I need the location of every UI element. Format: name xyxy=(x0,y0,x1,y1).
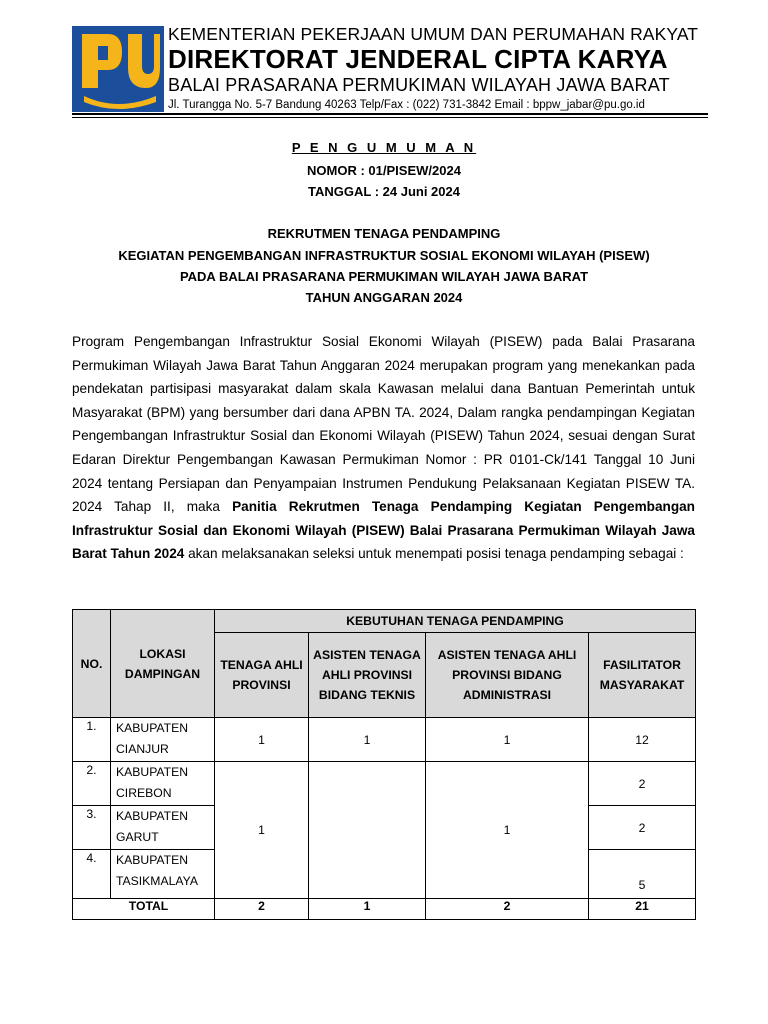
table-row xyxy=(73,762,696,806)
letterhead-rule-thin xyxy=(72,117,708,118)
header-group: KEBUTUHAN TENAGA PENDAMPING xyxy=(215,610,696,633)
total-asisten-teknis: 1 xyxy=(309,899,426,920)
header-asisten-teknis: ASISTEN TENAGA AHLI PROVINSI BIDANG TEKNIS xyxy=(309,633,426,718)
cell-fasilitator: 12 xyxy=(589,718,696,762)
committee-name: Panitia Rekrutmen Tenaga Pendamping Kegiatan Pengembangan Infrastruktur Sosial dan Ekonomi Wilayah (PISEW) Balai Prasarana Permukiman Wilayah Jawa Barat Tahun 2024 xyxy=(72,499,695,562)
paragraph-text: Program Pengembangan Infrastruktur Sosial Ekonomi Wilayah (PISEW) pada Balai Prasarana Permukiman Wilayah Jawa Barat Tahun Anggaran 2024 merupakan program yang menekankan pada pendekatan partisipasi masyarakat dalam skala Kawasan melalui dana Bantuan Pemerintah untuk Masyarakat (BPM) yang bersumber dari dana APBN TA. 2024, Dalam rangka pendampingan Kegiatan Pengembangan Infrastruktur Sosial dan Ekonomi Wilayah (PISEW) Tahun 2024, sesuai dengan Surat Edaran Direktur Pengembangan Kawasan Permukiman Nomor : PR 0101-Ck/141 Tanggal 10 Juni 2024 tentang Persiapan dan Penyampaian Instrumen Pendukung Pelaksanaan Kegiatan PISEW TA. 2024 Tahap II, maka xyxy=(72,334,695,515)
subject-line-3: PADA BALAI PRASARANA PERMUKIMAN WILAYAH JAWA BARAT xyxy=(179,269,589,284)
letterhead xyxy=(168,24,713,113)
cell-tenaga-ahli-merged: 1 xyxy=(215,762,309,899)
lokasi-line: KABUPATEN xyxy=(116,765,189,779)
subject-line-4: TAHUN ANGGARAN 2024 xyxy=(305,290,463,305)
cell-asisten-teknis: 1 xyxy=(309,718,426,762)
paragraph-text-end: akan melaksanakan seleksi untuk menempati posisi tenaga pendamping sebagai : xyxy=(184,546,684,562)
header-asisten-admin: ASISTEN TENAGA AHLI PROVINSI BIDANG ADMINISTRASI xyxy=(426,633,589,718)
announcement-title: P E N G U M U M A N xyxy=(291,140,477,155)
total-label: TOTAL xyxy=(73,899,215,920)
lokasi-line: KABUPATEN xyxy=(116,853,189,867)
ministry-name: KEMENTERIAN PEKERJAAN UMUM DAN PERUMAHAN RAKYAT xyxy=(168,24,699,44)
lokasi-line: KABUPATEN xyxy=(116,809,189,823)
staff-needs-table xyxy=(72,609,696,920)
header-lokasi: LOKASI DAMPINGAN xyxy=(111,610,215,718)
total-tenaga-ahli: 2 xyxy=(215,899,309,920)
directorate-name: DIREKTORAT JENDERAL CIPTA KARYA xyxy=(168,44,668,74)
pu-logo xyxy=(72,26,164,112)
lokasi-line: TASIKMALAYA xyxy=(116,873,198,888)
row-lokasi xyxy=(111,718,215,762)
cell-asisten-teknis-merged xyxy=(309,762,426,899)
total-asisten-admin: 2 xyxy=(426,899,589,920)
lokasi-line: KABUPATEN xyxy=(116,721,189,735)
row-lokasi xyxy=(111,762,215,806)
lokasi-line: GARUT xyxy=(116,829,159,844)
lokasi-line: CIANJUR xyxy=(116,741,169,756)
letterhead-rule xyxy=(72,113,708,115)
cell-fasilitator: 2 xyxy=(589,806,696,850)
office-name: BALAI PRASARANA PERMUKIMAN WILAYAH JAWA BARAT xyxy=(168,75,670,95)
subject-line-2: KEGIATAN PENGEMBANGAN INFRASTRUKTUR SOSIAL EKONOMI WILAYAH (PISEW) xyxy=(118,248,650,263)
row-no: 2. xyxy=(73,762,111,806)
header-tenaga-ahli: TENAGA AHLI PROVINSI xyxy=(215,633,309,718)
document-number: NOMOR : 01/PISEW/2024 xyxy=(307,163,461,178)
lokasi-line: CIREBON xyxy=(116,785,172,800)
cell-fasilitator: 2 xyxy=(589,762,696,806)
table-row xyxy=(73,718,696,762)
header-no: NO. xyxy=(73,610,111,718)
office-address: Jl. Turangga No. 5-7 Bandung 40263 Telp/Fax : (022) 731-3842 Email : bppw_jabar@pu.go.id xyxy=(168,99,645,111)
table-header-row xyxy=(73,610,696,633)
subject-line-1: REKRUTMEN TENAGA PENDAMPING xyxy=(267,226,501,241)
row-lokasi xyxy=(111,806,215,850)
header-fasilitator: FASILITATOR MASYARAKAT xyxy=(589,633,696,718)
total-fasilitator: 21 xyxy=(589,899,696,920)
body-paragraph xyxy=(72,330,695,566)
row-no: 4. xyxy=(73,850,111,899)
row-no: 3. xyxy=(73,806,111,850)
cell-asisten-admin-merged: 1 xyxy=(426,762,589,899)
row-no: 1. xyxy=(73,718,111,762)
row-lokasi xyxy=(111,850,215,899)
cell-tenaga-ahli: 1 xyxy=(215,718,309,762)
cell-asisten-admin: 1 xyxy=(426,718,589,762)
document-date: TANGGAL : 24 Juni 2024 xyxy=(308,184,460,199)
table-total-row xyxy=(73,899,696,920)
cell-fasilitator: 5 xyxy=(589,850,696,899)
